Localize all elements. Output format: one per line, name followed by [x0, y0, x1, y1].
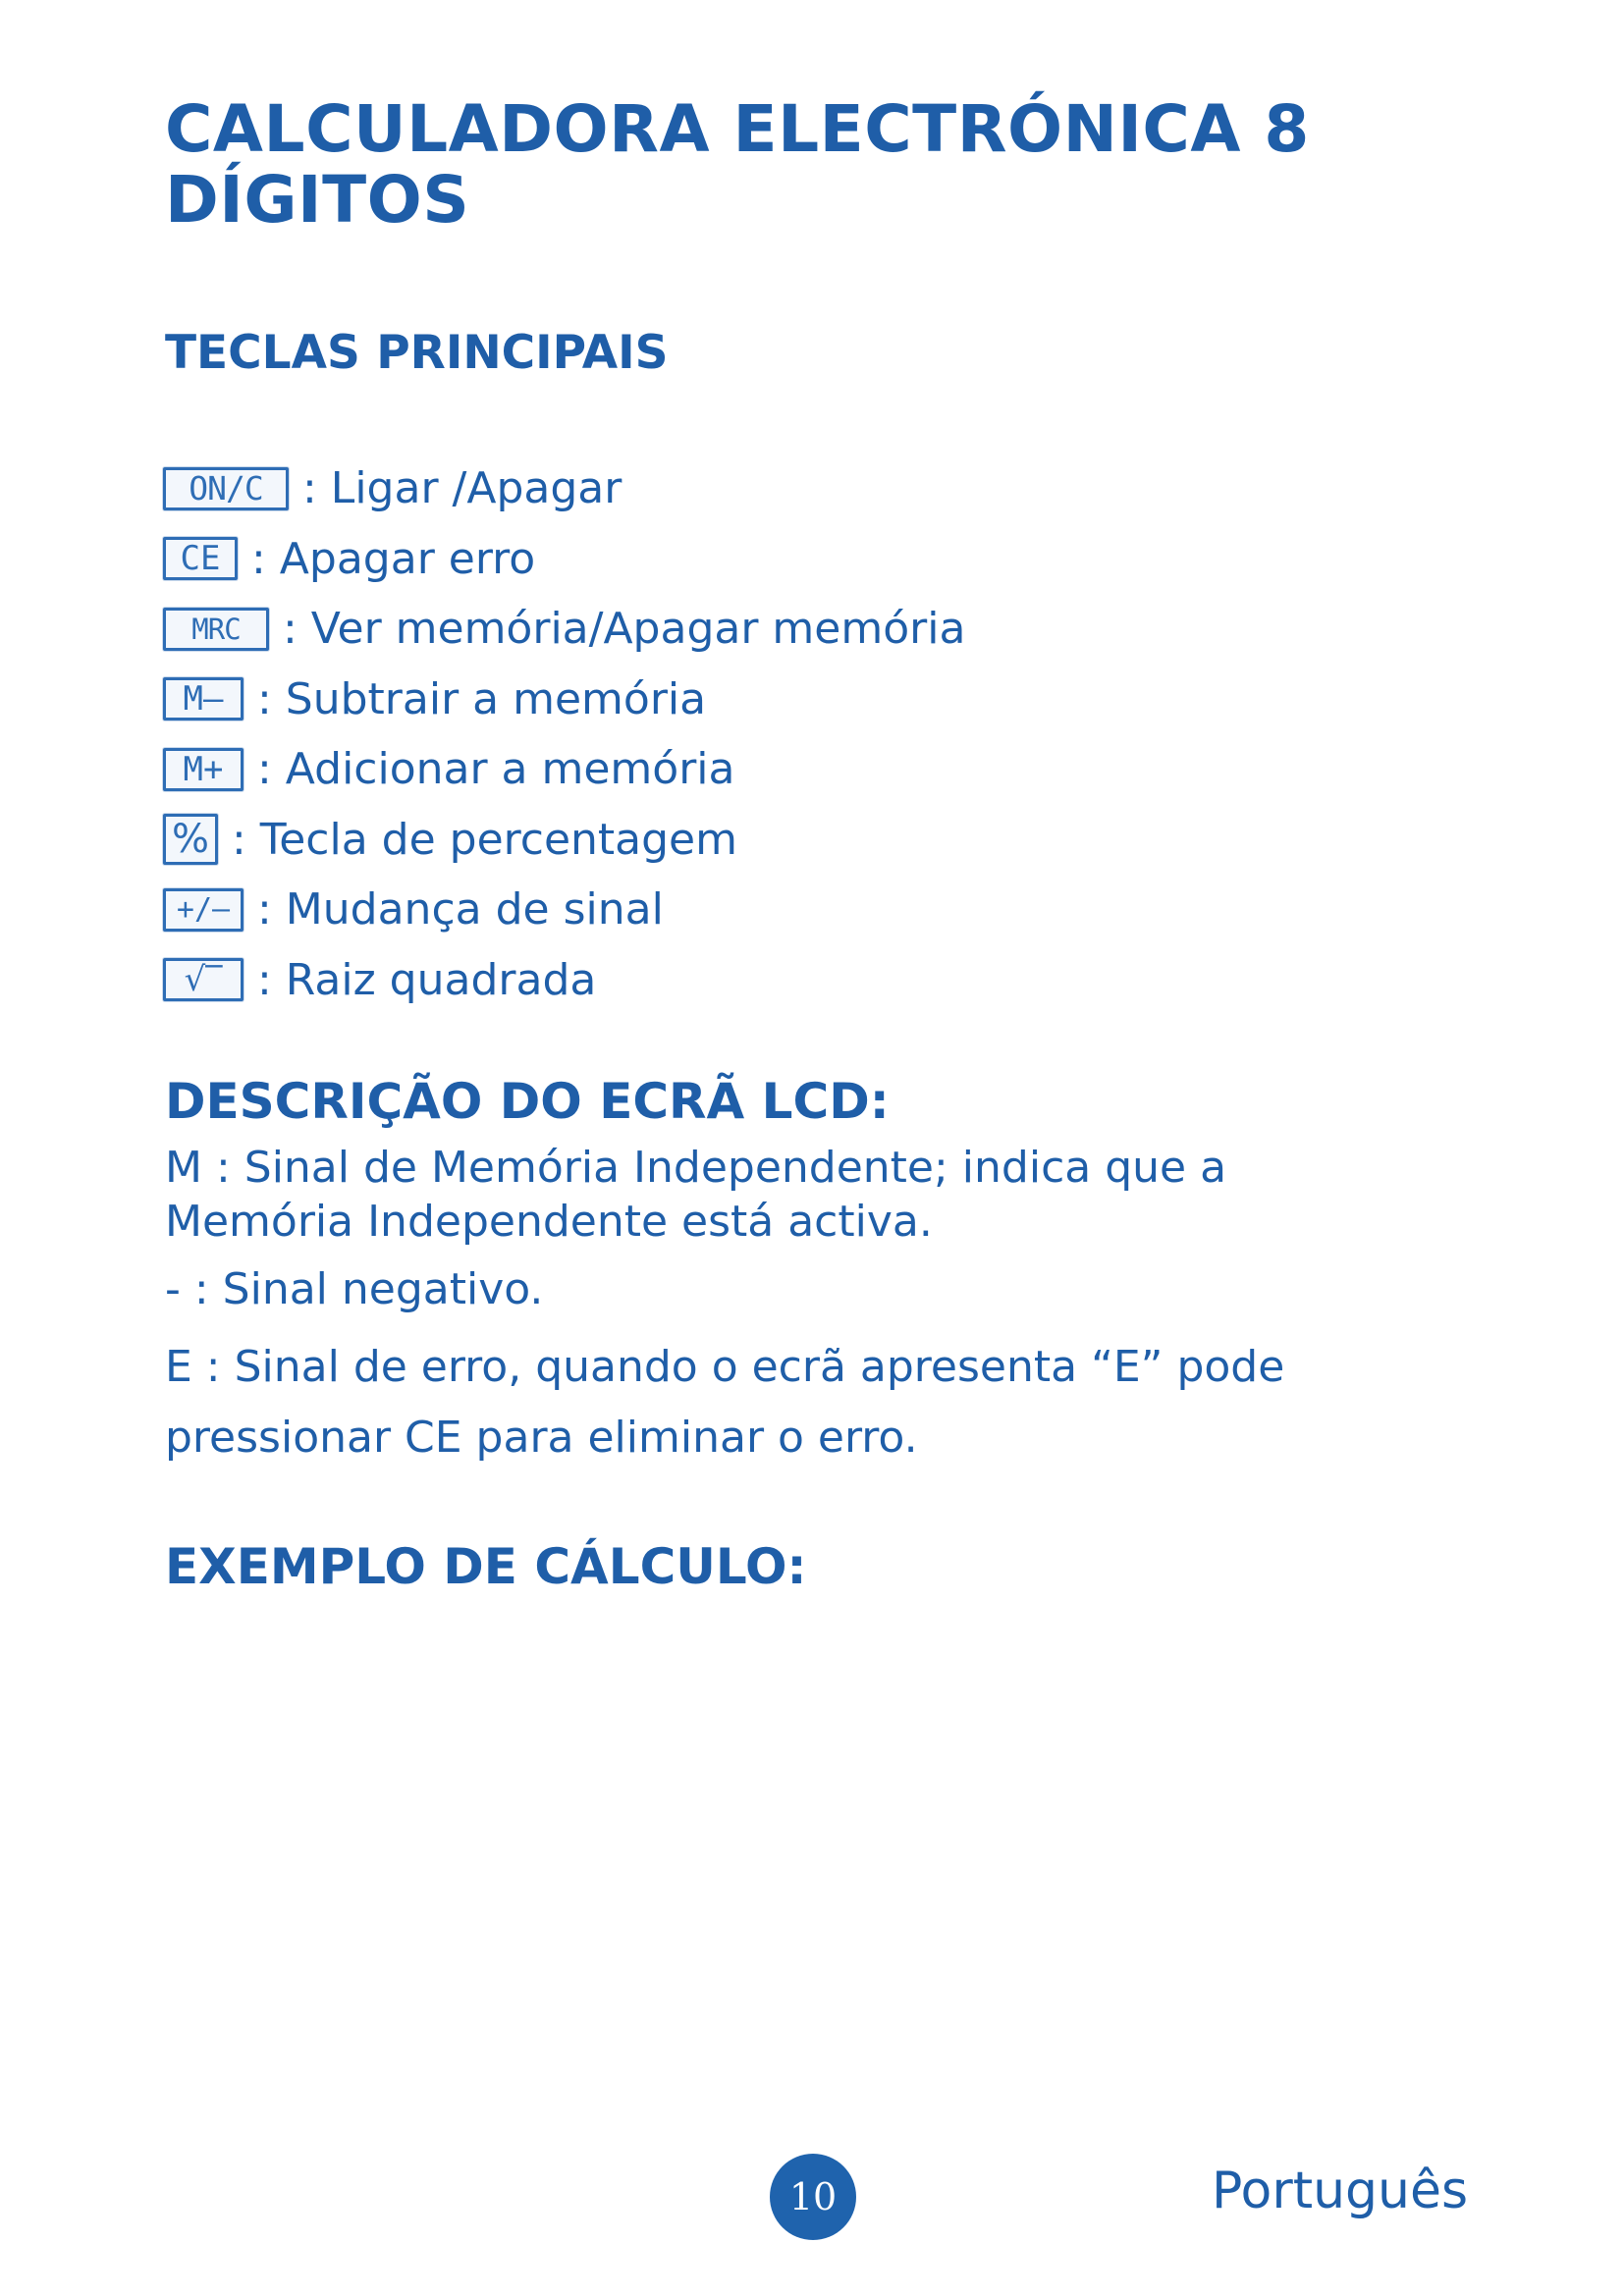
page-title: CALCULADORA ELECTRÓNICA 8 DÍGITOS	[165, 91, 1310, 238]
percent-key-icon: %	[163, 814, 218, 865]
key-item-on-c	[163, 454, 1243, 524]
key-description: : Mudança de sinal	[257, 884, 664, 935]
square-root-key-icon: √‾	[163, 958, 244, 1001]
mrc-key-icon: MRC	[163, 608, 269, 651]
lcd-negative-sign-text: - : Sinal negativo.	[165, 1264, 544, 1314]
lcd-section-heading: DESCRIÇÃO DO ECRÃ LCD:	[165, 1073, 890, 1130]
key-item-m-minus	[163, 665, 1243, 735]
ce-key-icon: CE	[163, 537, 238, 580]
language-label: Português	[1212, 2162, 1469, 2220]
page-number-badge	[770, 2154, 856, 2240]
key-description: : Adicionar a memória	[257, 744, 735, 795]
key-item-percent	[163, 805, 1243, 876]
key-description: : Tecla de percentagem	[232, 814, 737, 865]
keys-section-heading: TECLAS PRINCIPAIS	[165, 326, 669, 380]
m-plus-key-icon: M+	[163, 748, 244, 791]
key-item-m-plus	[163, 734, 1243, 805]
key-description: : Raiz quadrada	[257, 954, 597, 1005]
m-minus-key-icon: M–	[163, 677, 244, 721]
key-list	[163, 454, 1243, 1015]
key-item-sign-change	[163, 875, 1243, 945]
key-item-mrc	[163, 594, 1243, 665]
key-description: : Apagar erro	[251, 533, 536, 584]
key-description: : Ligar /Apagar	[302, 463, 623, 514]
key-item-square-root	[163, 945, 1243, 1016]
key-description: : Ver memória/Apagar memória	[283, 604, 966, 655]
lcd-error-sign-text: E : Sinal de erro, quando o ecrã apresenta “E” pode pressionar CE para eliminar o erro.	[165, 1342, 1285, 1463]
example-section-heading: EXEMPLO DE CÁLCULO:	[165, 1538, 807, 1595]
lcd-memory-sign-text: M : Sinal de Memória Independente; indica que a Memória Independente está activa.	[165, 1143, 1227, 1247]
sign-change-key-icon: +/–	[163, 888, 244, 932]
on-c-key-icon: ON/C	[163, 467, 289, 510]
page-number: 10	[788, 2175, 838, 2218]
key-item-ce	[163, 524, 1243, 595]
key-description: : Subtrair a memória	[257, 673, 707, 724]
lcd-description	[165, 1141, 1343, 1473]
